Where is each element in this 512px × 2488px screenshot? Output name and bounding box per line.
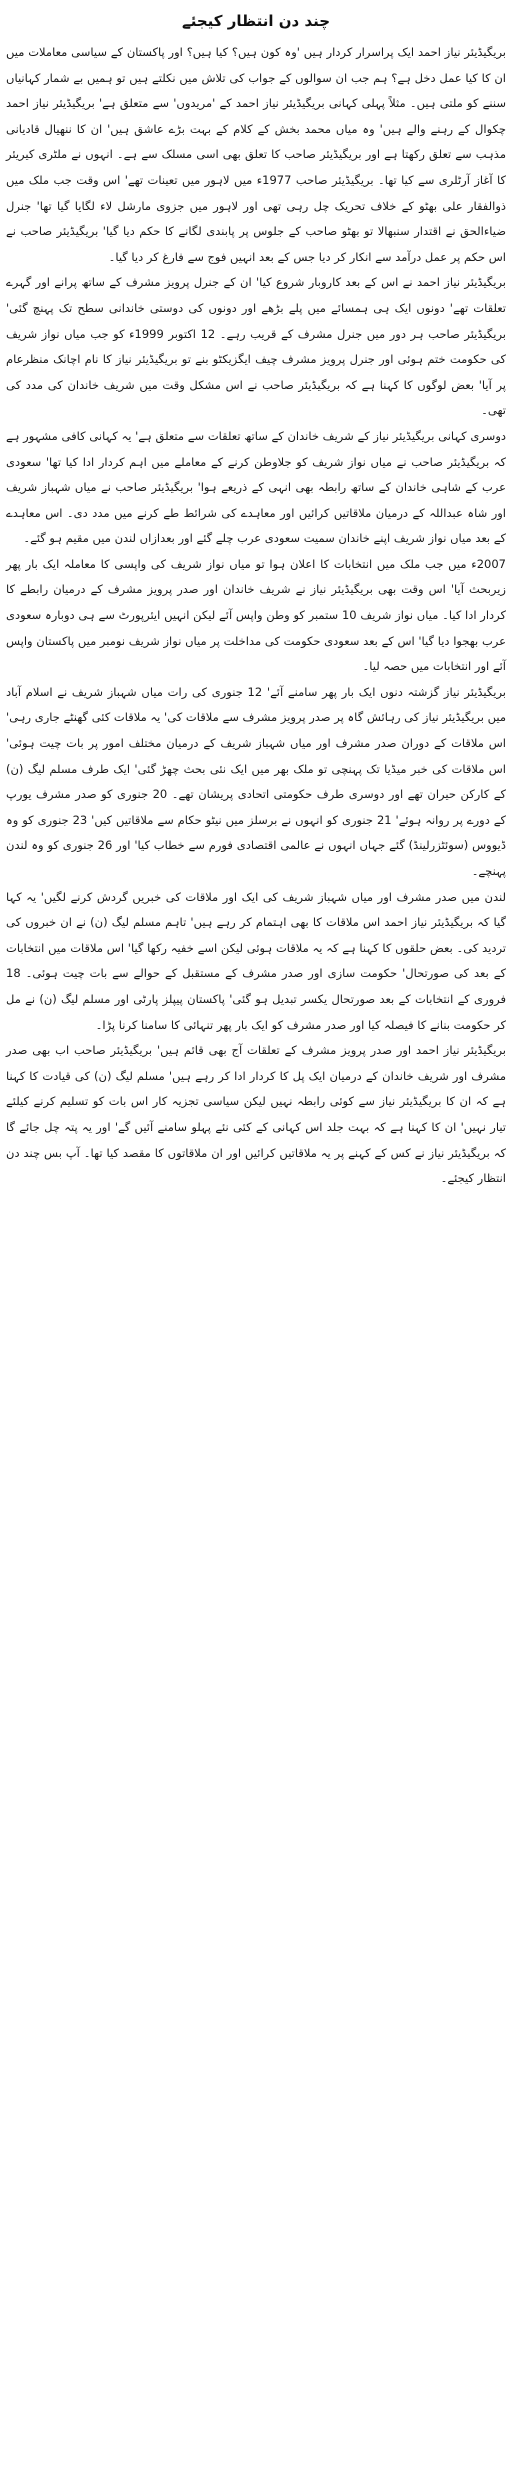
article-paragraph: دوسری کہانی بریگیڈیئر نیاز کے شریف خاندان کے ساتھ تعلقات سے متعلق ہے' یہ کہانی کافی مشہور ہے کہ بریگیڈیئر صاحب نے میاں نواز شریف کو جلاوطن کرنے کے معاملے میں اہم کردار ادا کیا تھا' سعودی عرب کے شاہی خاندان کے ساتھ رابطہ بھی انہی کے ذریعے ہوا' بریگیڈیئر صاحب نے میاں شہباز شریف اور شاہ عبداللہ کے درمیان ملاقاتیں کرائیں اور معاہدے کی شرائط طے کرنے میں مدد دی۔ اس معاہدے کے بعد میاں نواز شریف اپنے خاندان سمیت سعودی عرب چلے گئے اور بعدازاں لندن میں مقیم ہو گئے۔ [6,428,506,546]
article-paragraph: 2007ء میں جب ملک میں انتخابات کا اعلان ہوا تو میاں نواز شریف کی واپسی کا معاملہ ایک بار پھر زیربحث آیا' اس وقت بھی بریگیڈیئر نیاز نے شریف خاندان اور صدر پرویز مشرف کے درمیان رابطے کا کردار ادا کیا۔ میاں نواز شریف 10 ستمبر کو وطن واپس آئے لیکن انہیں ایئرپورٹ سے ہی دوبارہ سعودی عرب بھجوا دیا گیا' اس کے بعد سعودی حکومت کی مداخلت پر میاں نواز شریف نومبر میں پاکستان واپس آئے اور انتخابات میں حصہ لیا۔ [6,556,506,674]
article-paragraph: بریگیڈیئر نیاز احمد اور صدر پرویز مشرف کے تعلقات آج بھی قائم ہیں' بریگیڈیئر صاحب اب بھی صدر مشرف اور شریف خاندان کے درمیان ایک پل کا کردار ادا کر رہے ہیں' مسلم لیگ (ن) کی قیادت کا کہنا ہے کہ ان کا بریگیڈیئر نیاز سے کوئی رابطہ نہیں لیکن سیاسی تجزیہ کار اس بات کو تسلیم کرنے کیلئے تیار نہیں' ان کا کہنا ہے کہ بہت جلد اس کہانی کے کئی نئے پہلو سامنے آئیں گے' اور یہ پتہ چل جائے گا کہ بریگیڈیئر نیاز نے کس کے کہنے پر یہ ملاقاتیں کرائیں اور ان ملاقاتوں کا مقصد کیا تھا۔ آپ بس چند دن انتظار کیجئے۔ [6,1043,506,1186]
article-paragraph: بریگیڈیئر نیاز احمد نے اس کے بعد کاروبار شروع کیا' ان کے جنرل پرویز مشرف کے ساتھ پرانے اور گہرے تعلقات تھے' دونوں ایک ہی ہمسائے میں پلے بڑھے اور دونوں کی دوستی خاندانی سطح تک پہنچ گئی' بریگیڈیئر صاحب ہر دور میں جنرل مشرف کے قریب رہے۔ 12 اکتوبر 1999ء کو جب میاں نواز شریف کی حکومت ختم ہوئی اور جنرل پرویز مشرف چیف ایگزیکٹو بنے تو بریگیڈیئر نیاز کا نام اچانک منظرعام پر آیا' بعض لوگوں کا کہنا ہے کہ بریگیڈیئر صاحب نے اس مشکل وقت میں شریف خاندان کی مدد کی تھی۔ [6,275,506,418]
article-title: چند دن انتظار کیجئے [181,12,331,30]
article-paragraph: بریگیڈیئر نیاز احمد ایک پراسرار کردار ہیں 'وہ کون ہیں؟ کیا ہیں؟ اور پاکستان کے سیاسی معاملات میں ان کا کیا عمل دخل ہے؟ ہم جب ان سوالوں کے جواب کی تلاش میں نکلتے ہیں تو ہمیں بے شمار کہانیاں سننے کو ملتی ہیں۔ مثلاً پہلی کہانی بریگیڈیئر نیاز احمد کے 'مریدوں' سے متعلق ہے' بریگیڈیئر نیاز احمد چکوال کے رہنے والے ہیں' وہ میاں محمد بخش کے کلام کے بہت بڑے عاشق ہیں' ان کا ننھیال قادیانی مذہب سے تعلق رکھتا ہے اور بریگیڈیئر صاحب کا تعلق بھی اسی مسلک سے ہے۔ انہوں نے ملٹری کیریئر کا آغاز آرٹلری سے کیا تھا۔ بریگیڈیئر صاحب 1977ء میں لاہور میں تعینات تھے' اس وقت جب ملک میں ذوالفقار علی بھٹو کے خلاف تحریک چل رہی تھی اور لاہور میں جزوی مارشل لاء لگایا گیا تھا' جنرل ضیاءالحق نے اقتدار سنبھالا تو بھٹو صاحب کے جلوس پر پابندی لگانے کا حکم دیا گیا' بریگیڈیئر صاحب نے اس حکم پر عمل درآمد سے انکار کر دیا جس کے بعد انہیں فوج سے فارغ کر دیا گیا۔ [6,45,506,264]
article-paragraph: لندن میں صدر مشرف اور میاں شہباز شریف کی ایک اور ملاقات کی خبریں گردش کرنے لگیں' یہ کہا گیا کہ بریگیڈیئر نیاز احمد اس ملاقات کا بھی اہتمام کر رہے ہیں' تاہم مسلم لیگ (ن) نے ان خبروں کی تردید کی۔ بعض حلقوں کا کہنا ہے کہ یہ ملاقات ہوئی لیکن اسے خفیہ رکھا گیا' اس ملاقات میں انتخابات کے بعد کی صورتحال' حکومت سازی اور صدر مشرف کے مستقبل کے حوالے سے بات چیت ہوئی۔ 18 فروری کے انتخابات کے بعد صورتحال یکسر تبدیل ہو گئی' پاکستان پیپلز پارٹی اور مسلم لیگ (ن) نے مل کر حکومت بنانے کا فیصلہ کیا اور صدر مشرف کو ایک بار پھر تنہائی کا سامنا کرنا پڑا۔ [6,889,506,1032]
article-body [6,40,506,1192]
article-paragraph: بریگیڈیئر نیاز گزشتہ دنوں ایک بار پھر سامنے آئے' 12 جنوری کی رات میاں شہباز شریف نے اسلام آباد میں بریگیڈیئر نیاز کی رہائش گاہ پر صدر پرویز مشرف سے ملاقات کی' یہ ملاقات کئی گھنٹے جاری رہی' اس ملاقات کے دوران صدر مشرف اور میاں شہباز شریف کے درمیان مختلف امور پر بات چیت ہوئی' اس ملاقات کی خبر میڈیا تک پہنچی تو ملک بھر میں ایک نئی بحث چھڑ گئی' ایک طرف مسلم لیگ (ن) کے کارکن حیران تھے اور دوسری طرف حکومتی اتحادی پریشان تھے۔ 20 جنوری کو صدر مشرف یورپ کے دورے پر روانہ ہوئے' 21 جنوری کو انہوں نے برسلز میں نیٹو حکام سے ملاقاتیں کیں' 23 جنوری کو وہ ڈیووس (سوئٹزرلینڈ) گئے جہاں انہوں نے عالمی اقتصادی فورم سے خطاب کیا' اور 26 جنوری کو وہ لندن پہنچے۔ [6,684,507,878]
